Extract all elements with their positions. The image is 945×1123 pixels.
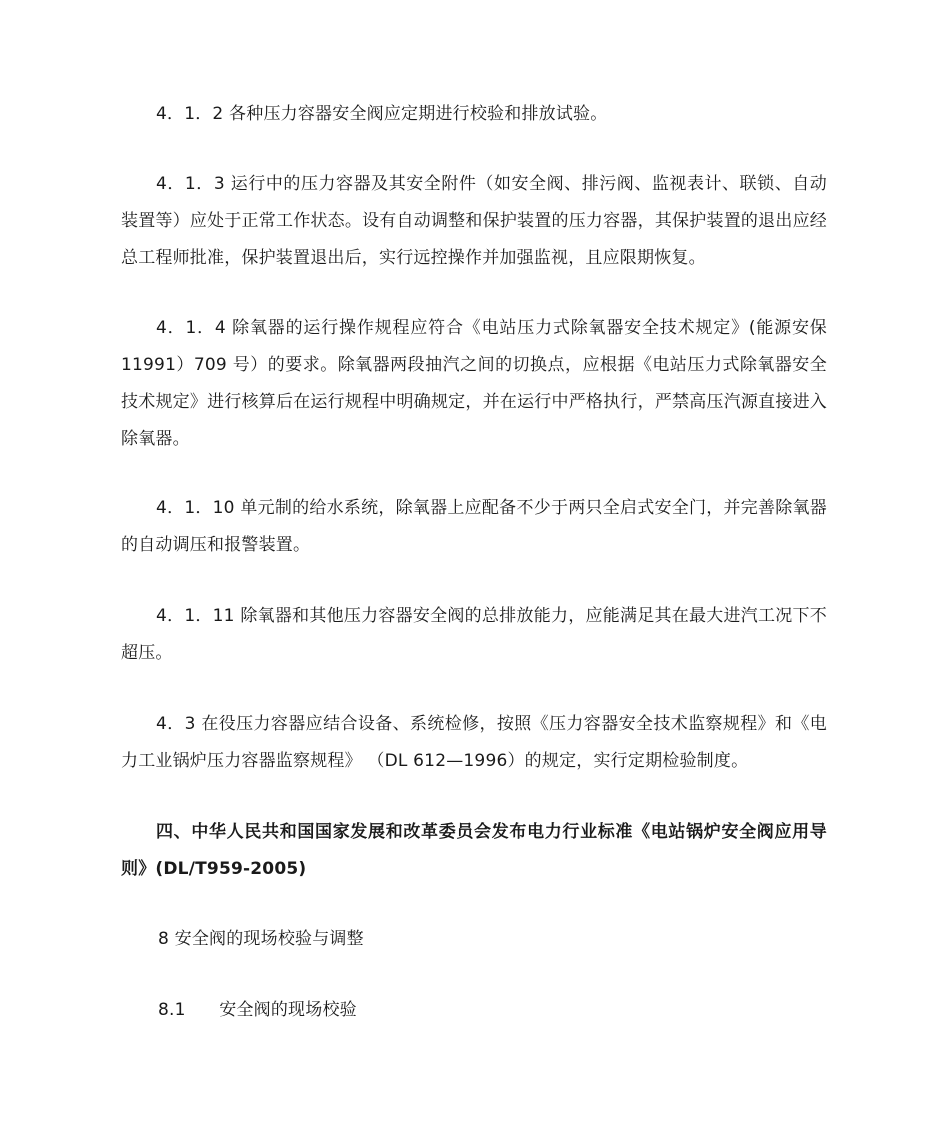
paragraph-4-1-4: 4．1．4 除氧器的运行操作规程应符合《电站压力式除氧器安全技术规定》(能源安保 11991）709 号）的要求。除氧器两段抽汽之间的切换点，应根据《电站压力式除氧器安全技术规定》进行核算后在运行规程中明确规定，并在运行中严格执行，严禁高压汽源直接进入除氧器。 — [121, 318, 827, 449]
paragraph-4-1-11: 4．1．11 除氧器和其他压力容器安全阀的总排放能力，应能满足其在最大进汽工况下不超压。 — [121, 606, 827, 663]
paragraph-4-1-2: 4．1．2 各种压力容器安全阀应定期进行校验和排放试验。 — [156, 104, 608, 124]
paragraph-4-3: 4．3 在役压力容器应结合设备、系统检修，按照《压力容器安全技术监察规程》和《电力工业锅炉压力容器监察规程》 （DL 612—1996）的规定，实行定期检验制度。 — [121, 714, 827, 771]
paragraph-4-1-3: 4．1．3 运行中的压力容器及其安全附件（如安全阀、排污阀、监视表计、联锁、自动装置等）应处于正常工作状态。设有自动调整和保护装置的压力容器，其保护装置的退出应经总工程师批准，保护装置退出后，实行远控操作并加强监视，且应限期恢复。 — [121, 174, 827, 268]
subsection-heading-8-1: 8.1 安全阀的现场校验 — [158, 1000, 357, 1020]
paragraph-4-1-10: 4．1．10 单元制的给水系统，除氧器上应配备不少于两只全启式安全门，并完善除氧器的自动调压和报警装置。 — [121, 498, 827, 555]
section-heading-8: 8 安全阀的现场校验与调整 — [158, 929, 364, 949]
section-heading-4: 四、中华人民共和国国家发展和改革委员会发布电力行业标准《电站锅炉安全阀应用导则》(DL/T959-2005) — [121, 822, 827, 879]
